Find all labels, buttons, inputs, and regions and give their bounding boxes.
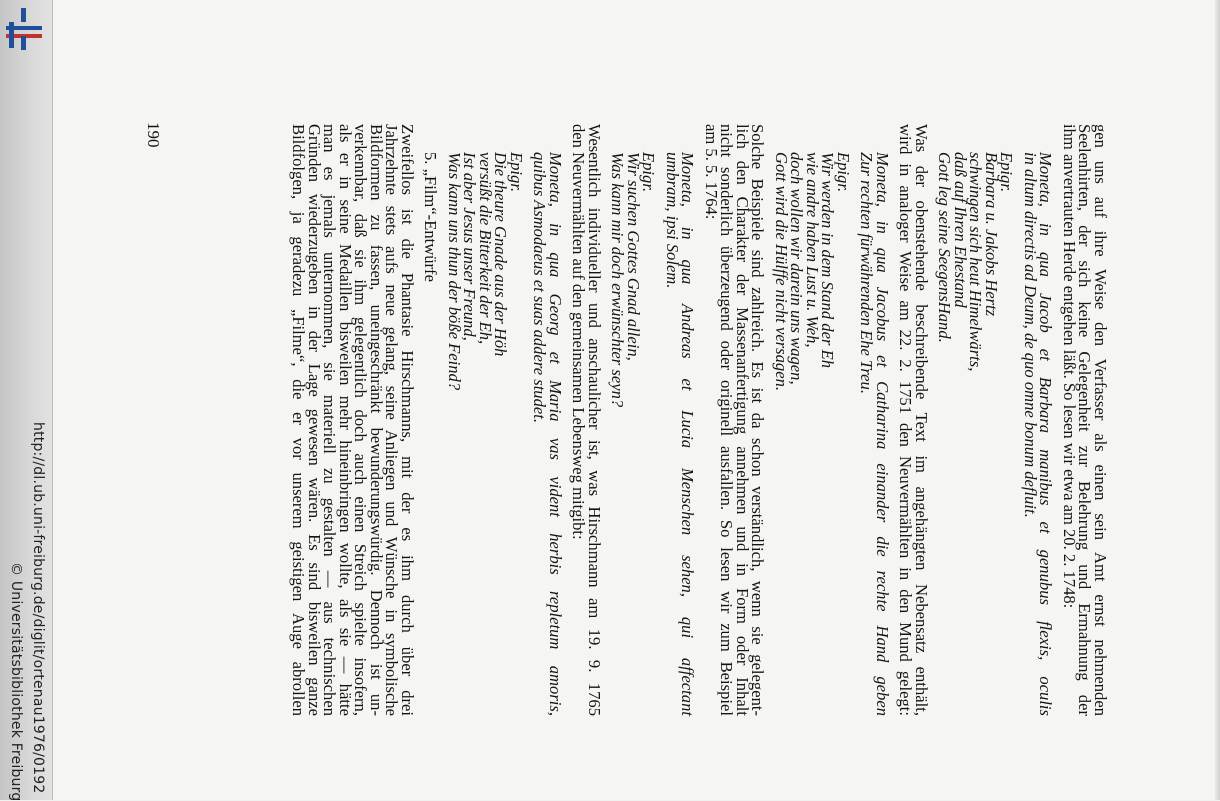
verse-line: Wir suchen Gottes Gnad allein, xyxy=(624,152,643,361)
text-line: man es jemals unternommen, sie materiell zu gestalten — aus technischen xyxy=(320,124,340,716)
paragraph-intro xyxy=(1062,124,1109,716)
epigram-label: Epigr. xyxy=(507,152,526,193)
epigram xyxy=(774,124,852,716)
text-line: in altum directis ad Deum, de quo omne bonum defluit. xyxy=(1021,152,1040,518)
verse-line: doch wollen wir darein uns wagen, xyxy=(787,152,807,385)
text-line: als er in seine Medaillen bisweilen mehr hineinbringen wollte, als sie — hätte xyxy=(336,124,355,716)
paragraph xyxy=(291,124,415,716)
text-line: gen uns auf ihre Weise den Verfasser als einen sein Amt ernst nehmenden xyxy=(1091,124,1110,716)
text-line: Moneta, in qua Jacobus et Catharina einander die rechte Hand geben xyxy=(873,152,892,716)
text-line: Seelenhirten, der sich keine Gelegenheit zur Belehrung und Ermahnung der xyxy=(1075,124,1095,716)
epigram xyxy=(610,124,657,716)
epigram-label: Epigr. xyxy=(834,152,853,193)
source-url[interactable]: http://dl.ub.uni-freiburg.de/diglit/ortenau1976/0192 xyxy=(30,422,46,794)
text-line: ihm anvertrauten Herde entgehen läßt. So lesen wir etwa am 20. 2. 1748: xyxy=(1060,124,1079,609)
verse-line: Barbara u. Jakobs Hertz xyxy=(982,152,1001,317)
epigram xyxy=(937,124,1015,716)
verse-line: Ist aber Jesus unser Freund, xyxy=(460,152,480,341)
viewer-sidebar xyxy=(0,0,53,800)
text-line: Zweifellos ist die Phantasie Hirschmanns, mit der es ihm durch über drei xyxy=(398,124,417,716)
verse-line: Wir werden in dem Stand der Eh xyxy=(818,152,838,369)
latin-caption xyxy=(665,124,696,716)
verse-line: schwingen sich heut Himelwärts, xyxy=(966,152,986,372)
text-line: Bildfolgen, ja geradezu „Filme“, die er vor unserem geistigen Auge abrollen xyxy=(289,124,309,716)
text-line: Moneta, in qua Jacob et Barbara manibus et genubus flexis, oculis xyxy=(1036,152,1056,716)
verse-line: versüßt die Bitterkeit der Eh, xyxy=(476,152,495,345)
text-line: Zur rechten fürwährenden Ehe Treu. xyxy=(857,152,877,394)
text-line: umbram, ipsi Solem. xyxy=(663,152,682,289)
verse-line: wie andre haben Lust u. Weh, xyxy=(803,152,822,348)
text-line: Gründen wiederzugeben in der Lage gewesen wären. Es sind bisweilen ganze xyxy=(305,124,324,716)
text-line: Solche Beispiele sind zahlreich. Es ist da schon verständlich, wenn sie gelegent- xyxy=(748,124,768,716)
page-number: 190 xyxy=(144,122,163,148)
paragraph xyxy=(704,124,766,716)
text-line: am 5. 5. 1764: xyxy=(702,124,721,220)
text-line: lich den Charakter der Massenanfertigung annehmen und in Form oder Inhalt xyxy=(733,124,752,716)
text-line: Wesentlich individueller und anschaulicher ist, was Hirschmann am 19. 9. 1765 xyxy=(585,124,604,716)
verse-line: Was kann mir doch erwünschter seyn? xyxy=(608,152,628,408)
copyright-notice: © Universitätsbibliothek Freiburg xyxy=(8,562,24,801)
paragraph xyxy=(898,124,929,716)
latin-caption xyxy=(532,124,563,716)
text-line: quibus Asmodaeus et suas addere studet. xyxy=(530,152,550,424)
verse-line: Gott wird die Hülffe nicht versagen. xyxy=(772,152,791,392)
text-line: nicht sonderlich überzeugend oder originell ausfallen. So lesen wir zum Beispiel xyxy=(717,124,737,716)
epigram-label: Epigr. xyxy=(639,152,659,193)
text-line: Moneta, in qua Georg et Maria vas vident herbis repletum amoris, xyxy=(546,152,565,716)
text-line: den Neuvermählten auf den gemeinsamen Lebensweg mitgibt: xyxy=(569,124,589,540)
paragraph xyxy=(571,124,602,716)
text-line: Bildformen zu fassen, uneingeschränkt bewunderungswürdig. Dennoch ist un- xyxy=(367,124,386,716)
verse-line: Gott leg seine SeegensHand. xyxy=(935,152,955,343)
section-heading: 5. „Film“-Entwürfe xyxy=(421,152,441,282)
latin-caption xyxy=(859,124,890,716)
verse-line: Die theure Gnade aus der Höh xyxy=(491,152,511,357)
text-line: Jahrzehnte stets aufs neue gelang, seine Anliegen und Wünsche in symbolische xyxy=(382,124,402,716)
epigram-label: Epigr. xyxy=(997,152,1017,193)
epigram xyxy=(447,124,525,716)
page-edge xyxy=(1215,0,1220,800)
text-line: wird in analoger Weise am 22. 2. 1751 den Neuvermählten in den Mund gelegt: xyxy=(896,124,916,716)
verse-line: Was kann uns thun der böße Feind? xyxy=(445,152,464,391)
university-logo-icon xyxy=(3,6,45,52)
page-text xyxy=(291,124,1108,716)
verse-line: daß auf Ihren Ehestand xyxy=(951,152,970,308)
text-line: Was der obenstehende beschreibende Text im angehängten Nebensatz enthält, xyxy=(912,124,931,716)
text-line: verkennbar, daß sie ihm gelegentlich doch auch einen Streich spielte insofern, xyxy=(351,124,371,716)
text-line: Moneta, in qua Andreas et Lucia Menschen sehen, qui affectant xyxy=(678,152,698,716)
latin-caption xyxy=(1023,124,1054,716)
